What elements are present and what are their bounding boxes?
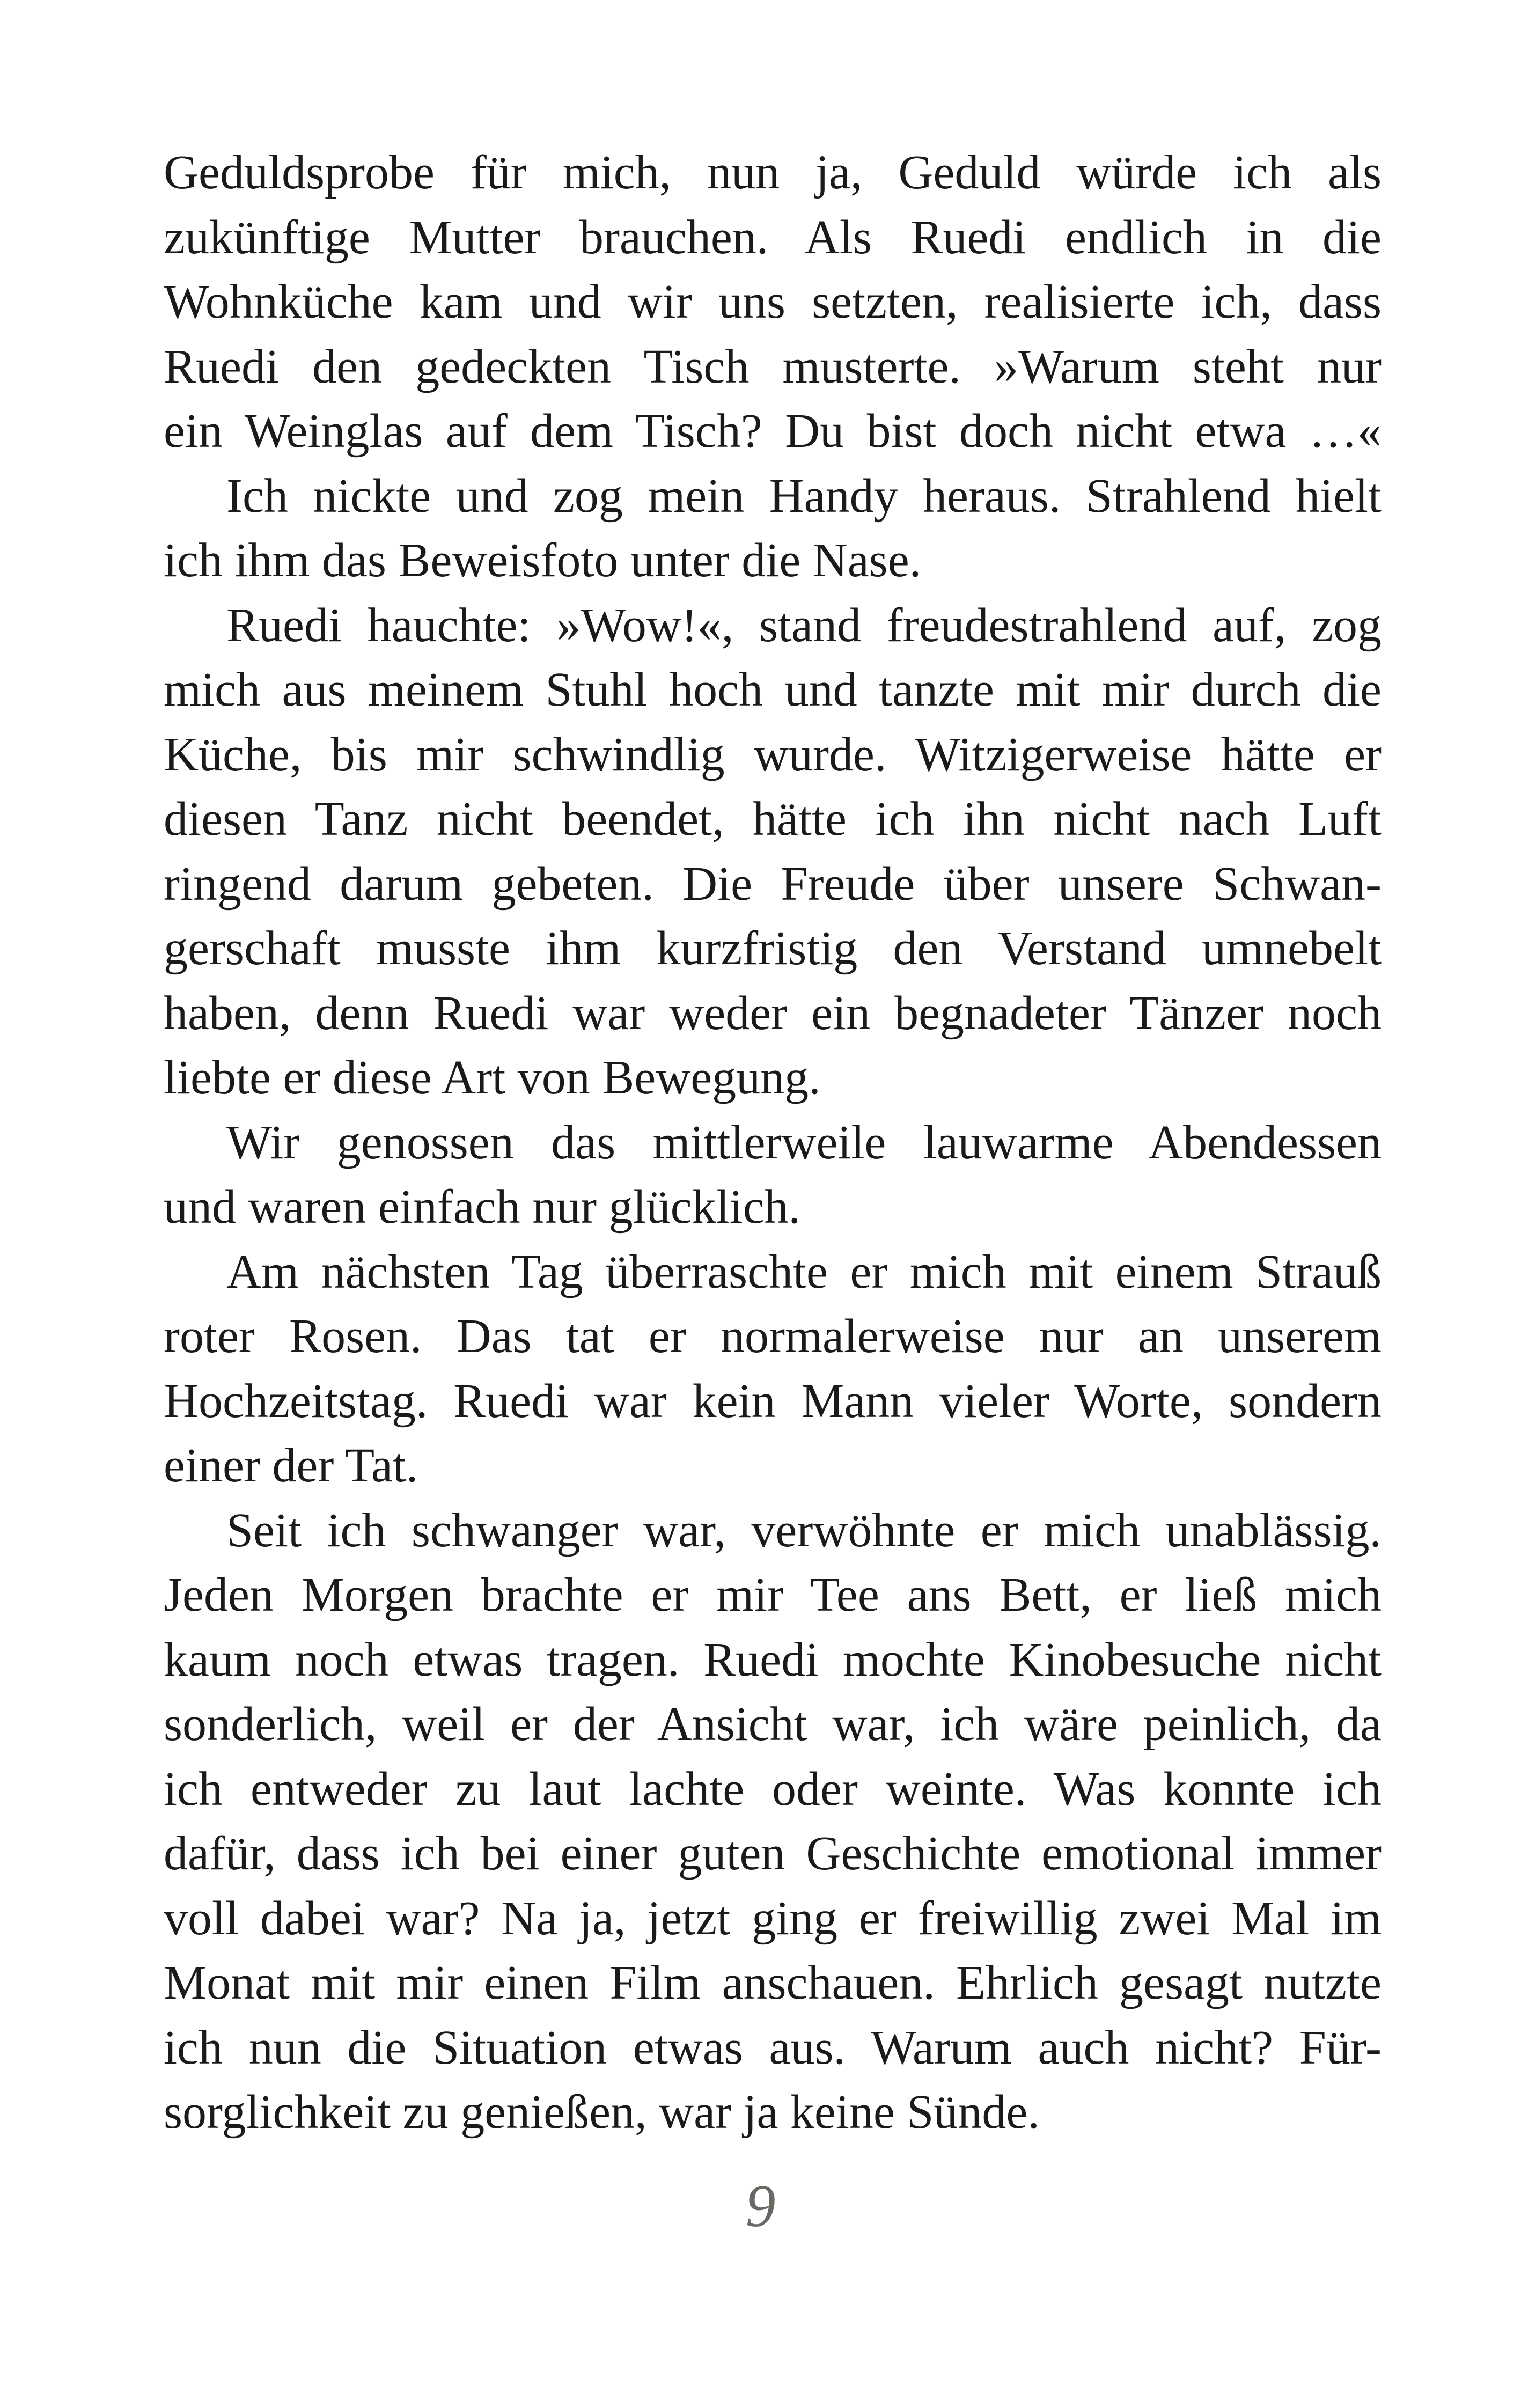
text-line: Jeden Morgen brachte er mir Tee ans Bett, er ließ mich [164,1568,1382,1621]
paragraph-first-line: Ich nickte und zog mein Handy heraus. Strahlend hielt [226,469,1382,523]
text-line: Wohnküche kam und wir uns setzten, realisierte ich, dass [164,275,1382,328]
text-line: Ruedi den gedeckten Tisch musterte. »Warum steht nur [164,340,1382,393]
text-line: roter Rosen. Das tat er normalerweise nur an unserem [164,1310,1382,1363]
paragraph-last-line: und waren einfach nur glücklich. [164,1180,801,1234]
paragraph-last-line: sorglichkeit zu genießen, war ja keine Sünde. [164,2086,1040,2139]
text-line: Hochzeitstag. Ruedi war kein Mann vieler Worte, sondern [164,1374,1382,1428]
text-line: haben, denn Ruedi war weder ein begnadeter Tänzer noch [164,986,1382,1040]
text-line: dafür, dass ich bei einer guten Geschichte emotional immer [164,1827,1382,1880]
page-number: 9 [745,2173,776,2240]
text-line: mich aus meinem Stuhl hoch und tanzte mit mir durch die [164,663,1382,716]
text-line: diesen Tanz nicht beendet, hätte ich ihn nicht nach Luft [164,792,1382,846]
text-line: ich nun die Situation etwas aus. Warum auch nicht? Für- [164,2021,1382,2074]
text-line: kaum noch etwas tragen. Ruedi mochte Kinobesuche nicht [164,1633,1382,1686]
text-line: ringend darum gebeten. Die Freude über unsere Schwan- [164,857,1382,911]
text-line: gerschaft musste ihm kurzfristig den Verstand umnebelt [164,922,1382,975]
text-line: ein Weinglas auf dem Tisch? Du bist doch nicht etwa …« [164,405,1382,458]
paragraph-first-line: Wir genossen das mittlerweile lauwarme Abendessen [226,1115,1382,1169]
text-line: Monat mit mir einen Film anschauen. Ehrlich gesagt nutzte [164,1956,1382,2009]
text-line: Geduldsprobe für mich, nun ja, Geduld würde ich als [164,146,1382,199]
paragraph-first-line: Seit ich schwanger war, verwöhnte er mich unablässig. [226,1503,1382,1557]
text-line: zukünftige Mutter brauchen. Als Ruedi endlich in die [164,210,1382,264]
paragraph-last-line: liebte er diese Art von Bewegung. [164,1051,821,1104]
text-line: ich entweder zu laut lachte oder weinte. Was konnte ich [164,1762,1382,1816]
paragraph-last-line: einer der Tat. [164,1439,418,1492]
paragraph-last-line: ich ihm das Beweisfoto unter die Nase. [164,534,922,587]
text-line: voll dabei war? Na ja, jetzt ging er freiwillig zwei Mal im [164,1891,1382,1945]
paragraph-first-line: Ruedi hauchte: »Wow!«, stand freudestrahlend auf, zog [226,598,1382,652]
body-text [164,141,1382,2145]
text-line: sonderlich, weil er der Ansicht war, ich wäre peinlich, da [164,1698,1382,1751]
paragraph-first-line: Am nächsten Tag überraschte er mich mit einem Strauß [226,1245,1382,1298]
text-line: Küche, bis mir schwindlig wurde. Witzigerweise hätte er [164,728,1382,781]
